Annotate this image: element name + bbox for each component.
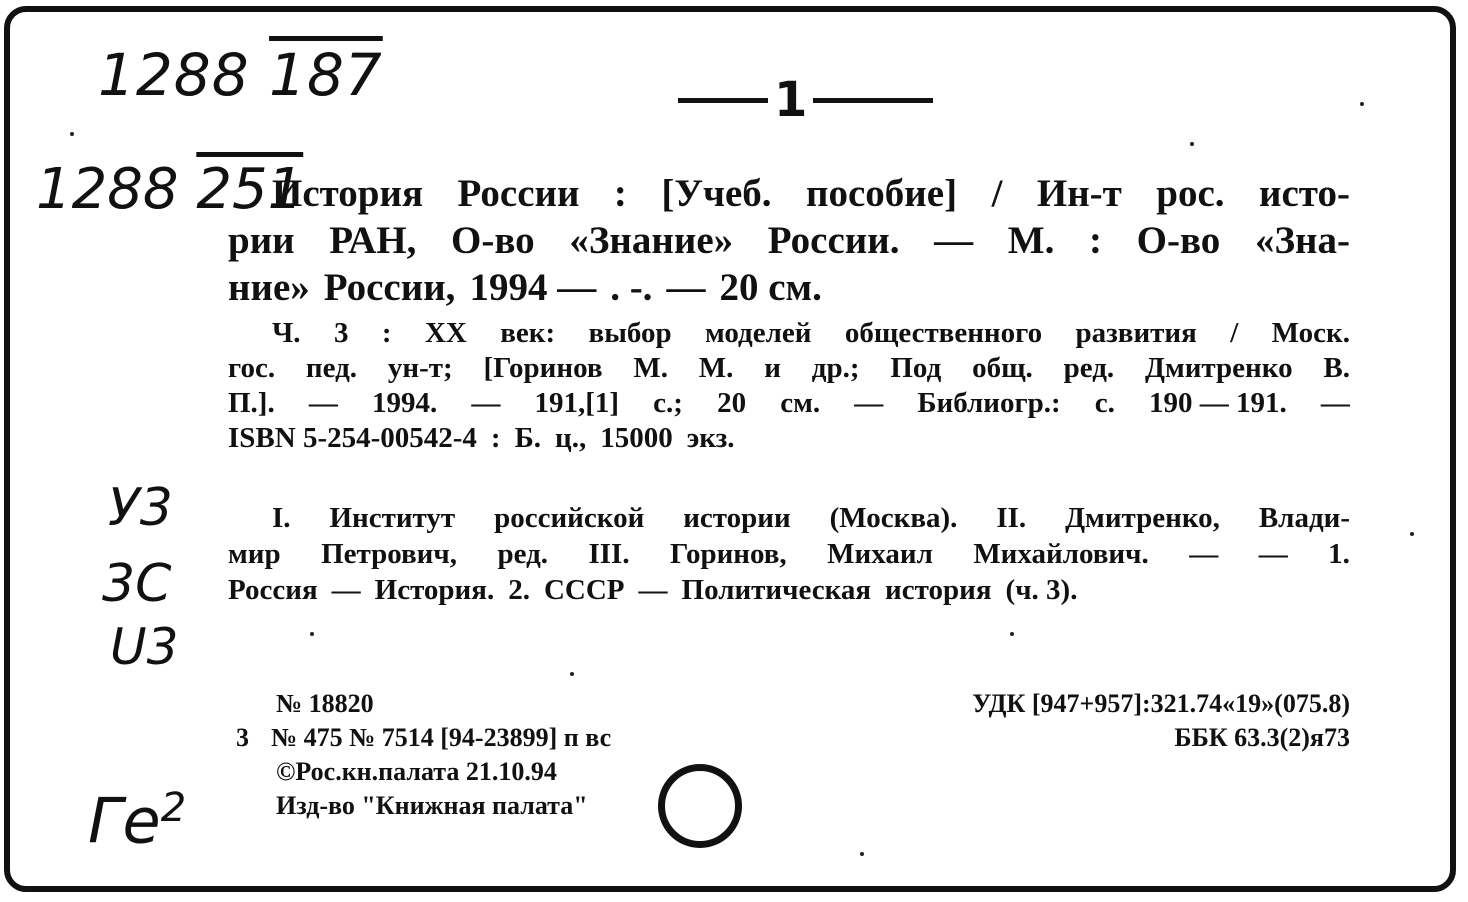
word: — [308,387,338,419]
part-line [228,421,1350,456]
word: РАН, [329,219,417,262]
word: Влади- [1258,502,1350,534]
footer-copyright: ©Рос.кн.палата 21.10.94 [276,757,557,786]
word: История [272,172,424,215]
part-line [228,351,1350,386]
title-line-line [272,170,1350,217]
catalog-card [4,6,1456,892]
word: : [613,172,627,215]
word: 20 [717,387,747,419]
word: . -. [610,266,653,309]
word: ред. [1063,352,1115,384]
word: России [457,172,580,215]
call-number-fraction: 187 [269,41,383,109]
word: Дмитренко [1145,352,1293,384]
word: Институт [329,502,456,534]
word: общ. [972,352,1033,384]
page-number-value: 1 [774,72,808,128]
word: 1994 — [469,266,597,309]
word: рии [228,219,295,262]
word: гос. [228,352,276,384]
side-call-number: 1288 [36,157,179,222]
word: : [381,317,392,349]
word: М. [633,352,668,384]
word: История. [374,574,495,606]
word: см. [780,387,821,419]
word: ISBN 5-254-00542-4 [228,422,477,454]
word: 190 — 191. [1149,387,1287,419]
index-line [228,500,1350,536]
word: : [1089,219,1102,262]
word: III. [588,538,630,570]
word: — [854,387,884,419]
word: : [490,422,501,454]
footer-registration: № 475 № 7514 [94-23899] п вс [271,723,612,752]
mark-ge-text: Ге [88,784,161,858]
word: моделей [705,317,812,349]
word: с. [1094,387,1115,419]
word: и [764,352,781,384]
word: М. [1007,219,1055,262]
word: [Горинов [483,352,603,384]
word: 3 [333,317,349,349]
word: Ин-т [1036,172,1122,215]
word: — [471,387,501,419]
word: Моск. [1271,317,1350,349]
word: рос. [1156,172,1225,215]
word: пед. [305,352,358,384]
word: ние» [228,266,310,309]
footer-number: № 18820 [276,689,374,718]
word: Под [890,352,942,384]
dash-right [813,98,933,103]
index-line [228,536,1350,572]
word: 191,[1] [534,387,620,419]
word: экз. [686,422,735,454]
word: М. [698,352,734,384]
udk-code: УДК [947+957]:321.74«19»(075.8) [972,689,1350,718]
word: — [1189,538,1219,570]
word: «Знание» [569,219,734,262]
word: 15000 [600,422,673,454]
word: Дмитренко, [1065,502,1220,534]
word: — [1258,538,1288,570]
word: — [638,574,668,606]
word: ун-т; [387,352,453,384]
word: — [934,219,974,262]
word: (ч. 3). [1005,574,1078,606]
footer-right [972,687,1350,755]
handwritten-call-number-side [36,157,304,222]
word: 20 см. [719,266,822,309]
word: Михаил [827,538,933,570]
word: — [666,266,706,309]
word: / [991,172,1003,215]
word: О-во [1136,219,1221,262]
word: 1. [1328,538,1350,570]
word: [Учеб. [661,172,772,215]
word: Библиогр.: [917,387,1061,419]
handwritten-mark-v3: U3 [110,618,179,676]
word: О-во [451,219,535,262]
footer-left [236,687,611,823]
footer-row-2 [236,721,611,755]
handwritten-mark-u3: У3 [108,478,173,538]
word: 2. [508,574,530,606]
word: «Зна- [1254,219,1350,262]
word: — [331,574,361,606]
word: Горинов, [670,538,787,570]
part-line [228,386,1350,421]
dash-left [678,98,768,103]
title-rest-line [228,217,1350,264]
subject-index [228,500,1350,608]
word: (Москва). [829,502,958,534]
word: Петрович, [321,538,457,570]
footer-publisher: Изд-во "Книжная палата" [276,791,588,820]
word: II. [996,502,1027,534]
handwritten-mark-ge [88,784,187,858]
index-line [228,572,1350,608]
word: исто- [1259,172,1350,215]
title-continuation [228,217,1350,311]
word: российской [494,502,645,534]
part-description [228,316,1350,456]
word: I. [272,502,291,534]
word: СССР [543,574,625,606]
word: др.; [811,352,860,384]
word: — [1320,387,1350,419]
word: Политическая [681,574,872,606]
side-call-number-fraction: 251 [196,157,304,222]
mark-ge-sup: 2 [160,785,187,831]
word: история [885,574,992,606]
word: выбор [588,317,672,349]
word: с.; [653,387,683,419]
bbk-code: ББК 63.3(2)я73 [1174,723,1350,752]
part-line [228,316,1350,351]
word: 1994. [371,387,438,419]
word: век: [500,317,556,349]
title-line-1 [272,170,1350,217]
word: ред. [497,538,548,570]
word: ц., [555,422,587,454]
word: истории [683,502,791,534]
title-rest-line [228,264,1350,311]
word: В. [1323,352,1350,384]
circle-stamp [658,764,742,848]
page-number [678,72,933,128]
word: / [1230,317,1239,349]
call-number: 1288 [98,41,250,109]
word: П.]. [228,387,275,419]
word: России. [767,219,900,262]
word: пособие] [806,172,958,215]
handwritten-mark-3c: 3С [102,554,172,614]
word: XX [424,317,467,349]
word: Михайлович. [973,538,1149,570]
word: Ч. [272,317,301,349]
word: Россия [228,574,318,606]
word: общественного [844,317,1043,349]
footer-prefix: 3 [236,723,249,752]
word: Б. [514,422,542,454]
word: развития [1075,317,1197,349]
handwritten-call-number-top [98,41,383,109]
word: России, [323,266,456,309]
word: мир [228,538,281,570]
